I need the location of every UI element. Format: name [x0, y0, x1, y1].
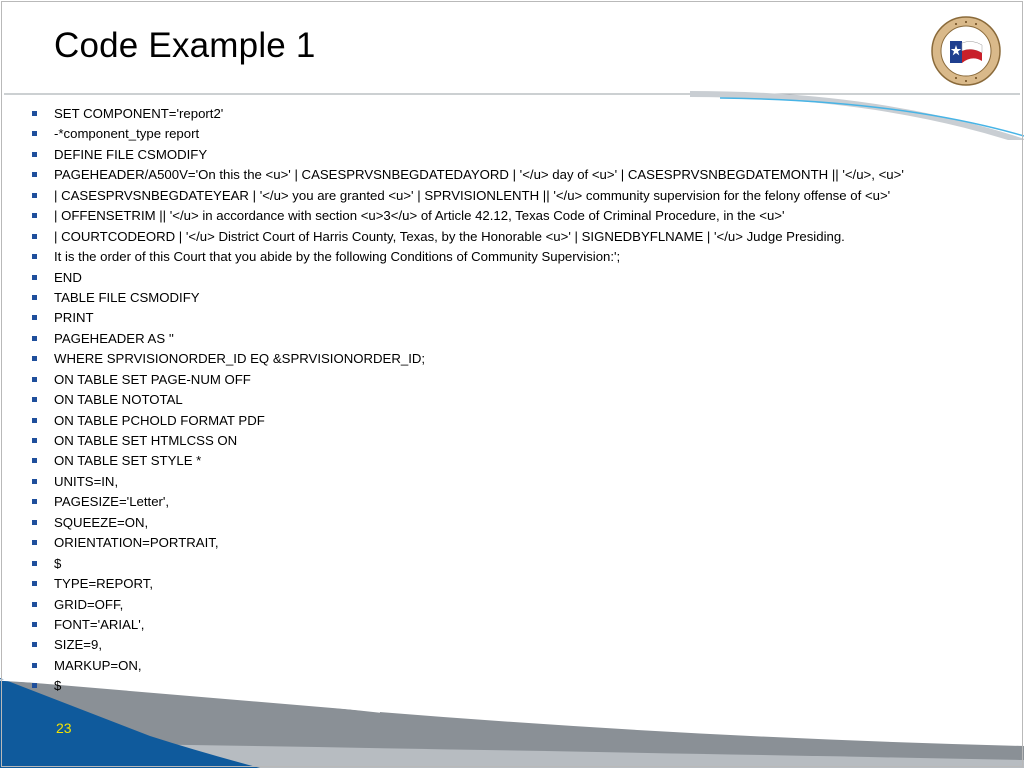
slide-title: Code Example 1: [54, 26, 316, 65]
code-line-text: ON TABLE SET STYLE *: [54, 453, 202, 469]
bullet-square-icon: [32, 663, 37, 668]
code-line: [32, 349, 992, 369]
code-line: [32, 492, 992, 512]
code-line-text: $: [54, 555, 62, 571]
code-line: [32, 288, 992, 308]
bullet-square-icon: [32, 540, 37, 545]
harris-county-seal-logo: [930, 15, 1002, 87]
code-line: [32, 676, 992, 696]
code-line: [32, 329, 992, 349]
code-line: [32, 554, 992, 574]
code-line-text: MARKUP=ON,: [54, 657, 142, 673]
bullet-square-icon: [32, 438, 37, 443]
code-line: [32, 574, 992, 594]
code-line-text: -*component_type report: [54, 126, 200, 142]
bullet-square-icon: [32, 275, 37, 280]
code-line: [32, 370, 992, 390]
code-line: [32, 513, 992, 533]
bullet-square-icon: [32, 315, 37, 320]
code-line-text: TABLE FILE CSMODIFY: [54, 289, 200, 305]
code-line-text: ON TABLE NOTOTAL: [54, 392, 183, 408]
code-line-text: PAGEHEADER AS '': [54, 330, 174, 346]
code-line-text: SET COMPONENT='report2': [54, 106, 224, 121]
code-line-text: GRID=OFF,: [54, 596, 124, 612]
code-line-text: UNITS=IN,: [54, 473, 119, 489]
code-line: [32, 124, 992, 144]
code-line-text: ON TABLE PCHOLD FORMAT PDF: [54, 412, 265, 428]
code-line-text: PAGEHEADER/A500V='On this the <u>' | CASESPRVSNBEGDATEDAYORD | '</u> day of <u>' | CASESPRVSNBEGDATEMONTH || '</u>, <u>': [54, 167, 904, 183]
code-line-text: It is the order of this Court that you abide by the following Conditions of Community Supervision:';: [54, 249, 621, 265]
code-bullet-list: [32, 104, 992, 697]
bullet-square-icon: [32, 295, 37, 300]
bullet-square-icon: [32, 131, 37, 136]
code-line: [32, 227, 992, 247]
bullet-square-icon: [32, 193, 37, 198]
code-line-text: WHERE SPRVISIONORDER_ID EQ &SPRVISIONORDER_ID;: [54, 351, 426, 367]
bullet-square-icon: [32, 213, 37, 218]
code-line: [32, 635, 992, 655]
code-line-text: $: [54, 678, 62, 694]
code-line: [32, 472, 992, 492]
bullet-square-icon: [32, 683, 37, 688]
code-line: [32, 165, 992, 185]
bullet-square-icon: [32, 152, 37, 157]
bullet-square-icon: [32, 499, 37, 504]
code-line: [32, 595, 992, 615]
bullet-square-icon: [32, 111, 37, 116]
bullet-square-icon: [32, 642, 37, 647]
code-line: [32, 268, 992, 288]
bullet-square-icon: [32, 479, 37, 484]
code-line-text: ON TABLE SET PAGE-NUM OFF: [54, 371, 251, 387]
code-line-text: PRINT: [54, 310, 94, 326]
bullet-square-icon: [32, 602, 37, 607]
code-line: [32, 615, 992, 635]
code-line-text: | CASESPRVSNBEGDATEYEAR | '</u> you are granted <u>' | SPRVISIONLENTH || '</u> community supervision for the felony offense of <u>': [54, 187, 891, 203]
bullet-square-icon: [32, 377, 37, 382]
bullet-square-icon: [32, 234, 37, 239]
bullet-square-icon: [32, 622, 37, 627]
code-line-text: TYPE=REPORT,: [54, 576, 154, 592]
code-line: [32, 656, 992, 676]
code-line-text: SIZE=9,: [54, 637, 103, 653]
code-line-text: FONT='ARIAL',: [54, 616, 145, 632]
code-line: [32, 411, 992, 431]
code-line: [32, 390, 992, 410]
bullet-square-icon: [32, 561, 37, 566]
code-line: [32, 104, 992, 124]
code-line-text: ORIENTATION=PORTRAIT,: [54, 535, 219, 551]
code-line-text: | COURTCODEORD | '</u> District Court of Harris County, Texas, by the Honorable <u>' | SIGNEDBYFLNAME | '</u> Judge Presiding.: [54, 228, 845, 244]
code-line-text: DEFINE FILE CSMODIFY: [54, 146, 208, 162]
bullet-square-icon: [32, 458, 37, 463]
bullet-square-icon: [32, 172, 37, 177]
code-line: [32, 247, 992, 267]
code-line: [32, 431, 992, 451]
code-line-text: | OFFENSETRIM || '</u> in accordance with section <u>3</u> of Article 42.12, Texas Code of Criminal Procedure, in the <u>': [54, 208, 785, 224]
bullet-square-icon: [32, 397, 37, 402]
bullet-square-icon: [32, 520, 37, 525]
bullet-square-icon: [32, 581, 37, 586]
bullet-square-icon: [32, 356, 37, 361]
code-line: [32, 206, 992, 226]
code-line: [32, 186, 992, 206]
code-line-text: END: [54, 269, 82, 285]
code-line: [32, 145, 992, 165]
bullet-square-icon: [32, 336, 37, 341]
code-line: [32, 533, 992, 553]
code-line: [32, 451, 992, 471]
bullet-square-icon: [32, 418, 37, 423]
code-line: [32, 308, 992, 328]
code-line-text: ON TABLE SET HTMLCSS ON: [54, 433, 238, 448]
code-line-text: SQUEEZE=ON,: [54, 514, 149, 530]
page-number: 23: [56, 720, 72, 736]
code-line-text: PAGESIZE='Letter',: [54, 494, 170, 510]
bullet-square-icon: [32, 254, 37, 259]
